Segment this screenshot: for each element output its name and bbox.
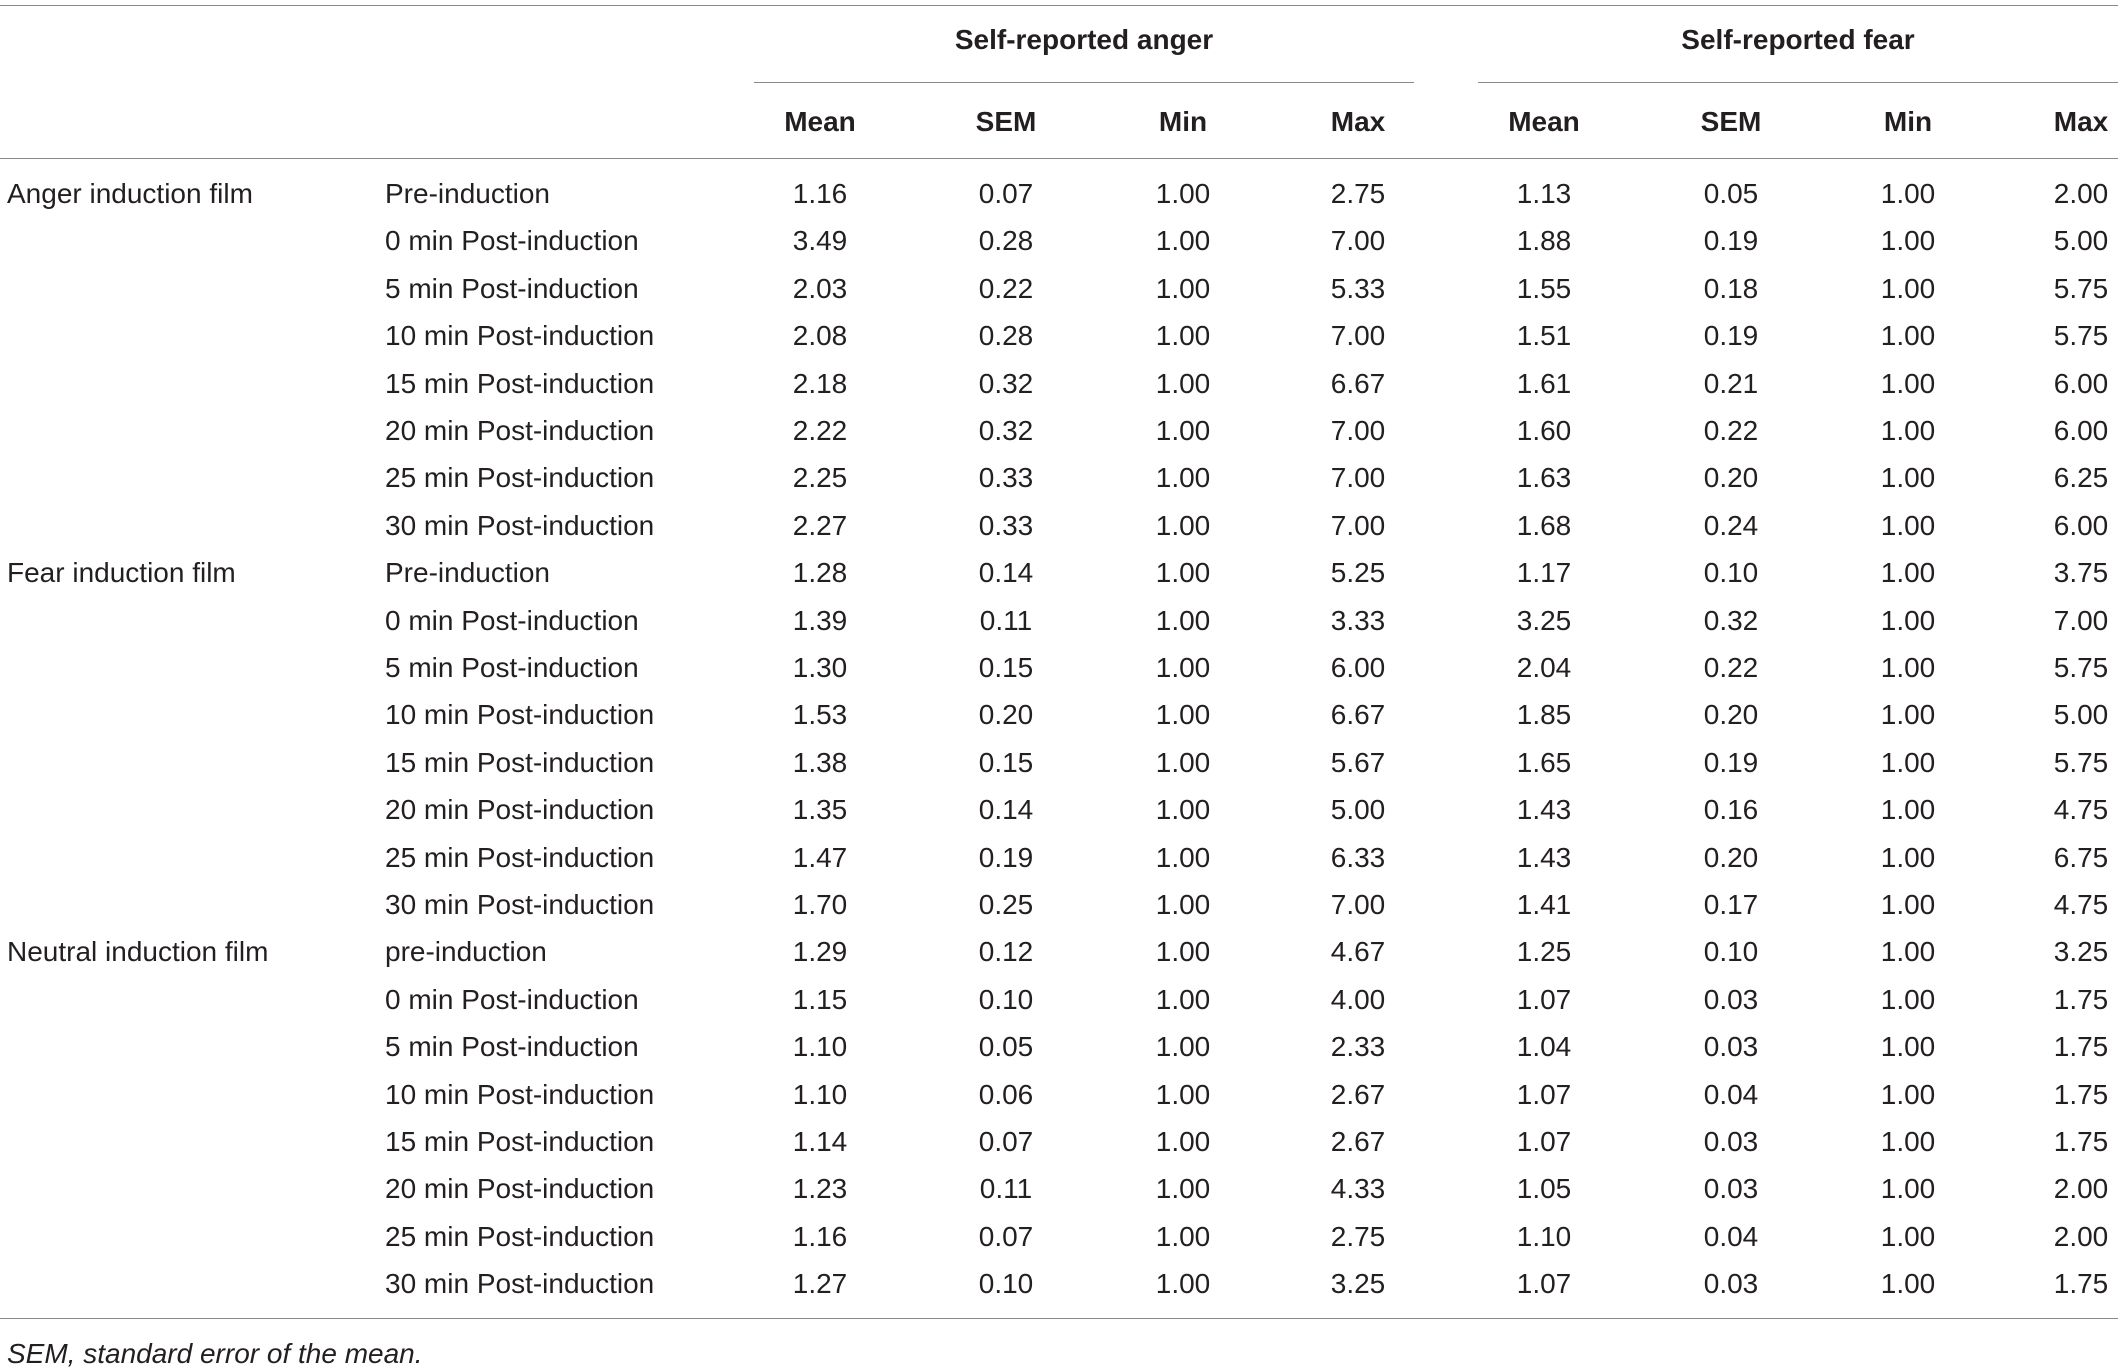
value-cell: 1.00 — [1155, 794, 1211, 825]
value-cell: 0.05 — [978, 1031, 1034, 1062]
value-cell: 2.33 — [1330, 1031, 1386, 1062]
value-cell: 0.12 — [978, 936, 1034, 967]
value-cell: 1.00 — [1880, 842, 1936, 873]
value-cell: 1.16 — [792, 1221, 848, 1252]
value-cell: 1.15 — [792, 984, 848, 1015]
value-cell: 0.22 — [1703, 415, 1759, 446]
value-cell: 1.35 — [792, 794, 848, 825]
header-rule — [0, 158, 2118, 159]
value-cell: 1.00 — [1880, 415, 1936, 446]
value-cell: 1.16 — [792, 178, 848, 209]
group-rule-anger — [754, 82, 1414, 83]
value-cell: 0.10 — [978, 1268, 1034, 1299]
timepoint-label: 0 min Post-induction — [385, 225, 639, 256]
value-cell: 0.06 — [978, 1079, 1034, 1110]
value-cell: 1.00 — [1880, 273, 1936, 304]
value-cell: 5.75 — [2053, 747, 2109, 778]
value-cell: 0.15 — [978, 747, 1034, 778]
value-cell: 1.25 — [1516, 936, 1572, 967]
timepoint-label: 30 min Post-induction — [385, 510, 655, 541]
value-cell: 0.04 — [1703, 1079, 1759, 1110]
value-cell: 1.00 — [1880, 557, 1936, 588]
value-cell: 6.75 — [2053, 842, 2109, 873]
value-cell: 1.00 — [1155, 984, 1211, 1015]
value-cell: 1.00 — [1155, 273, 1211, 304]
timepoint-label: 20 min Post-induction — [385, 794, 655, 825]
timepoint-label: 5 min Post-induction — [385, 1031, 639, 1062]
value-cell: 1.75 — [2053, 1126, 2109, 1157]
value-cell: 5.75 — [2053, 652, 2109, 683]
value-cell: 0.33 — [978, 462, 1034, 493]
value-cell: 1.00 — [1155, 415, 1211, 446]
value-cell: 0.20 — [1703, 462, 1759, 493]
value-cell: 1.07 — [1516, 1268, 1572, 1299]
value-cell: 5.00 — [2053, 225, 2109, 256]
value-cell: 1.30 — [792, 652, 848, 683]
value-cell: 1.00 — [1155, 889, 1211, 920]
value-cell: 0.22 — [978, 273, 1034, 304]
value-cell: 0.28 — [978, 225, 1034, 256]
timepoint-label: 5 min Post-induction — [385, 273, 639, 304]
value-cell: 1.75 — [2053, 1079, 2109, 1110]
value-cell: 1.00 — [1880, 936, 1936, 967]
value-cell: 1.41 — [1516, 889, 1572, 920]
value-cell: 1.00 — [1880, 794, 1936, 825]
value-cell: 1.00 — [1155, 842, 1211, 873]
value-cell: 6.00 — [2053, 510, 2109, 541]
value-cell: 1.39 — [792, 605, 848, 636]
timepoint-label: Pre-induction — [385, 178, 550, 209]
value-cell: 5.00 — [1330, 794, 1386, 825]
value-cell: 0.04 — [1703, 1221, 1759, 1252]
value-cell: 4.67 — [1330, 936, 1386, 967]
value-cell: 1.70 — [792, 889, 848, 920]
value-cell: 3.25 — [2053, 936, 2109, 967]
value-cell: 1.00 — [1880, 1126, 1936, 1157]
timepoint-label: 15 min Post-induction — [385, 368, 655, 399]
value-cell: 1.00 — [1155, 1268, 1211, 1299]
value-cell: 2.08 — [792, 320, 848, 351]
value-cell: 0.07 — [978, 1221, 1034, 1252]
value-cell: 7.00 — [1330, 415, 1386, 446]
value-cell: 1.75 — [2053, 984, 2109, 1015]
column-header: Mean — [784, 106, 856, 137]
value-cell: 6.67 — [1330, 368, 1386, 399]
value-cell: 2.67 — [1330, 1126, 1386, 1157]
value-cell: 1.85 — [1516, 699, 1572, 730]
value-cell: 0.03 — [1703, 1268, 1759, 1299]
value-cell: 1.51 — [1516, 320, 1572, 351]
value-cell: 5.25 — [1330, 557, 1386, 588]
value-cell: 1.53 — [792, 699, 848, 730]
value-cell: 2.22 — [792, 415, 848, 446]
value-cell: 5.67 — [1330, 747, 1386, 778]
condition-label: Fear induction film — [7, 557, 236, 588]
value-cell: 1.29 — [792, 936, 848, 967]
value-cell: 1.75 — [2053, 1031, 2109, 1062]
value-cell: 1.00 — [1155, 652, 1211, 683]
group-header-fear: Self-reported fear — [1681, 24, 1915, 55]
timepoint-label: 30 min Post-induction — [385, 889, 655, 920]
value-cell: 7.00 — [1330, 225, 1386, 256]
value-cell: 0.03 — [1703, 1126, 1759, 1157]
value-cell: 1.47 — [792, 842, 848, 873]
value-cell: 0.14 — [978, 557, 1034, 588]
value-cell: 0.22 — [1703, 652, 1759, 683]
column-header: Max — [1330, 106, 1386, 137]
value-cell: 0.32 — [978, 415, 1034, 446]
value-cell: 4.00 — [1330, 984, 1386, 1015]
value-cell: 0.21 — [1703, 368, 1759, 399]
value-cell: 7.00 — [1330, 889, 1386, 920]
value-cell: 1.65 — [1516, 747, 1572, 778]
value-cell: 2.18 — [792, 368, 848, 399]
value-cell: 7.00 — [1330, 462, 1386, 493]
value-cell: 7.00 — [2053, 605, 2109, 636]
value-cell: 2.75 — [1330, 178, 1386, 209]
value-cell: 1.00 — [1880, 368, 1936, 399]
value-cell: 1.00 — [1880, 605, 1936, 636]
value-cell: 1.00 — [1880, 462, 1936, 493]
value-cell: 1.00 — [1155, 1079, 1211, 1110]
value-cell: 1.10 — [1516, 1221, 1572, 1252]
value-cell: 0.05 — [1703, 178, 1759, 209]
timepoint-label: 25 min Post-induction — [385, 842, 655, 873]
value-cell: 5.33 — [1330, 273, 1386, 304]
value-cell: 4.33 — [1330, 1173, 1386, 1204]
value-cell: 1.00 — [1880, 699, 1936, 730]
value-cell: 0.20 — [1703, 842, 1759, 873]
value-cell: 0.32 — [1703, 605, 1759, 636]
value-cell: 0.15 — [978, 652, 1034, 683]
value-cell: 1.43 — [1516, 842, 1572, 873]
value-cell: 1.00 — [1155, 178, 1211, 209]
value-cell: 0.19 — [1703, 320, 1759, 351]
value-cell: 3.25 — [1330, 1268, 1386, 1299]
value-cell: 0.11 — [979, 1173, 1033, 1204]
timepoint-label: 0 min Post-induction — [385, 605, 639, 636]
value-cell: 0.24 — [1703, 510, 1759, 541]
value-cell: 1.00 — [1880, 1268, 1936, 1299]
value-cell: 2.67 — [1330, 1079, 1386, 1110]
value-cell: 0.07 — [978, 1126, 1034, 1157]
value-cell: 0.10 — [1703, 936, 1759, 967]
value-cell: 1.38 — [792, 747, 848, 778]
column-header: Min — [1883, 106, 1933, 137]
value-cell: 7.00 — [1330, 510, 1386, 541]
value-cell: 2.04 — [1516, 652, 1572, 683]
value-cell: 0.20 — [978, 699, 1034, 730]
condition-label: Anger induction film — [7, 178, 253, 209]
value-cell: 1.00 — [1880, 889, 1936, 920]
timepoint-label: 10 min Post-induction — [385, 320, 655, 351]
value-cell: 0.07 — [978, 178, 1034, 209]
value-cell: 6.00 — [1330, 652, 1386, 683]
timepoint-label: 5 min Post-induction — [385, 652, 639, 683]
value-cell: 1.60 — [1516, 415, 1572, 446]
value-cell: 2.75 — [1330, 1221, 1386, 1252]
value-cell: 5.75 — [2053, 320, 2109, 351]
value-cell: 0.28 — [978, 320, 1034, 351]
value-cell: 1.27 — [792, 1268, 848, 1299]
value-cell: 5.75 — [2053, 273, 2109, 304]
value-cell: 0.17 — [1703, 889, 1759, 920]
value-cell: 1.07 — [1516, 984, 1572, 1015]
value-cell: 1.00 — [1880, 225, 1936, 256]
value-cell: 0.19 — [1703, 747, 1759, 778]
value-cell: 4.75 — [2053, 889, 2109, 920]
value-cell: 2.00 — [2053, 1221, 2109, 1252]
value-cell: 1.00 — [1155, 605, 1211, 636]
value-cell: 4.75 — [2053, 794, 2109, 825]
timepoint-label: Pre-induction — [385, 557, 550, 588]
value-cell: 1.00 — [1880, 1173, 1936, 1204]
value-cell: 0.03 — [1703, 984, 1759, 1015]
column-header: Mean — [1508, 106, 1580, 137]
timepoint-label: 20 min Post-induction — [385, 1173, 655, 1204]
value-cell: 1.00 — [1155, 699, 1211, 730]
value-cell: 3.49 — [792, 225, 848, 256]
value-cell: 2.27 — [792, 510, 848, 541]
value-cell: 1.43 — [1516, 794, 1572, 825]
value-cell: 1.00 — [1880, 652, 1936, 683]
column-header: SEM — [1700, 106, 1762, 137]
value-cell: 0.03 — [1703, 1031, 1759, 1062]
value-cell: 1.00 — [1880, 320, 1936, 351]
value-cell: 1.00 — [1880, 1031, 1936, 1062]
value-cell: 0.10 — [978, 984, 1034, 1015]
value-cell: 1.07 — [1516, 1079, 1572, 1110]
value-cell: 1.14 — [792, 1126, 848, 1157]
column-header: Min — [1158, 106, 1208, 137]
value-cell: 0.19 — [978, 842, 1034, 873]
value-cell: 0.18 — [1703, 273, 1759, 304]
value-cell: 1.13 — [1516, 178, 1572, 209]
value-cell: 0.14 — [978, 794, 1034, 825]
value-cell: 2.00 — [2053, 178, 2109, 209]
value-cell: 1.00 — [1155, 1221, 1211, 1252]
timepoint-label: pre-induction — [385, 936, 547, 967]
value-cell: 0.19 — [1703, 225, 1759, 256]
value-cell: 1.00 — [1880, 984, 1936, 1015]
value-cell: 0.20 — [1703, 699, 1759, 730]
value-cell: 1.00 — [1880, 747, 1936, 778]
column-header: Max — [2053, 106, 2109, 137]
bottom-rule — [0, 1318, 2118, 1319]
value-cell: 1.00 — [1155, 1126, 1211, 1157]
value-cell: 0.32 — [978, 368, 1034, 399]
value-cell: 1.00 — [1155, 510, 1211, 541]
value-cell: 3.75 — [2053, 557, 2109, 588]
value-cell: 1.00 — [1155, 320, 1211, 351]
value-cell: 3.33 — [1330, 605, 1386, 636]
value-cell: 2.03 — [792, 273, 848, 304]
timepoint-label: 10 min Post-induction — [385, 699, 655, 730]
value-cell: 1.00 — [1155, 747, 1211, 778]
timepoint-label: 30 min Post-induction — [385, 1268, 655, 1299]
top-rule — [0, 5, 2118, 6]
value-cell: 6.33 — [1330, 842, 1386, 873]
value-cell: 7.00 — [1330, 320, 1386, 351]
timepoint-label: 15 min Post-induction — [385, 747, 655, 778]
value-cell: 0.33 — [978, 510, 1034, 541]
value-cell: 0.10 — [1703, 557, 1759, 588]
value-cell: 1.00 — [1155, 936, 1211, 967]
value-cell: 1.00 — [1155, 1031, 1211, 1062]
group-header-anger: Self-reported anger — [954, 24, 1214, 55]
value-cell: 1.00 — [1155, 557, 1211, 588]
value-cell: 1.07 — [1516, 1126, 1572, 1157]
value-cell: 5.00 — [2053, 699, 2109, 730]
value-cell: 0.16 — [1703, 794, 1759, 825]
footnote: SEM, standard error of the mean. — [7, 1338, 423, 1369]
value-cell: 3.25 — [1516, 605, 1572, 636]
value-cell: 1.05 — [1516, 1173, 1572, 1204]
value-cell: 1.55 — [1516, 273, 1572, 304]
value-cell: 1.68 — [1516, 510, 1572, 541]
value-cell: 1.10 — [792, 1031, 848, 1062]
value-cell: 1.04 — [1516, 1031, 1572, 1062]
timepoint-label: 10 min Post-induction — [385, 1079, 655, 1110]
value-cell: 1.00 — [1155, 1173, 1211, 1204]
value-cell: 0.11 — [979, 605, 1033, 636]
value-cell: 2.00 — [2053, 1173, 2109, 1204]
value-cell: 1.75 — [2053, 1268, 2109, 1299]
value-cell: 6.67 — [1330, 699, 1386, 730]
value-cell: 2.25 — [792, 462, 848, 493]
value-cell: 1.61 — [1516, 368, 1572, 399]
value-cell: 1.00 — [1155, 368, 1211, 399]
value-cell: 1.28 — [792, 557, 848, 588]
value-cell: 6.00 — [2053, 415, 2109, 446]
column-header: SEM — [975, 106, 1037, 137]
condition-label: Neutral induction film — [7, 936, 269, 967]
value-cell: 1.63 — [1516, 462, 1572, 493]
group-rule-fear — [1478, 82, 2118, 83]
value-cell: 1.17 — [1516, 557, 1572, 588]
value-cell: 1.00 — [1880, 1079, 1936, 1110]
value-cell: 1.00 — [1880, 178, 1936, 209]
value-cell: 1.00 — [1155, 462, 1211, 493]
value-cell: 1.10 — [792, 1079, 848, 1110]
timepoint-label: 20 min Post-induction — [385, 415, 655, 446]
timepoint-label: 25 min Post-induction — [385, 462, 655, 493]
timepoint-label: 0 min Post-induction — [385, 984, 639, 1015]
value-cell: 1.00 — [1880, 1221, 1936, 1252]
timepoint-label: 25 min Post-induction — [385, 1221, 655, 1252]
value-cell: 0.25 — [978, 889, 1034, 920]
value-cell: 6.25 — [2053, 462, 2109, 493]
value-cell: 1.00 — [1155, 225, 1211, 256]
value-cell: 1.23 — [792, 1173, 848, 1204]
value-cell: 1.00 — [1880, 510, 1936, 541]
value-cell: 6.00 — [2053, 368, 2109, 399]
value-cell: 1.88 — [1516, 225, 1572, 256]
value-cell: 0.03 — [1703, 1173, 1759, 1204]
timepoint-label: 15 min Post-induction — [385, 1126, 655, 1157]
